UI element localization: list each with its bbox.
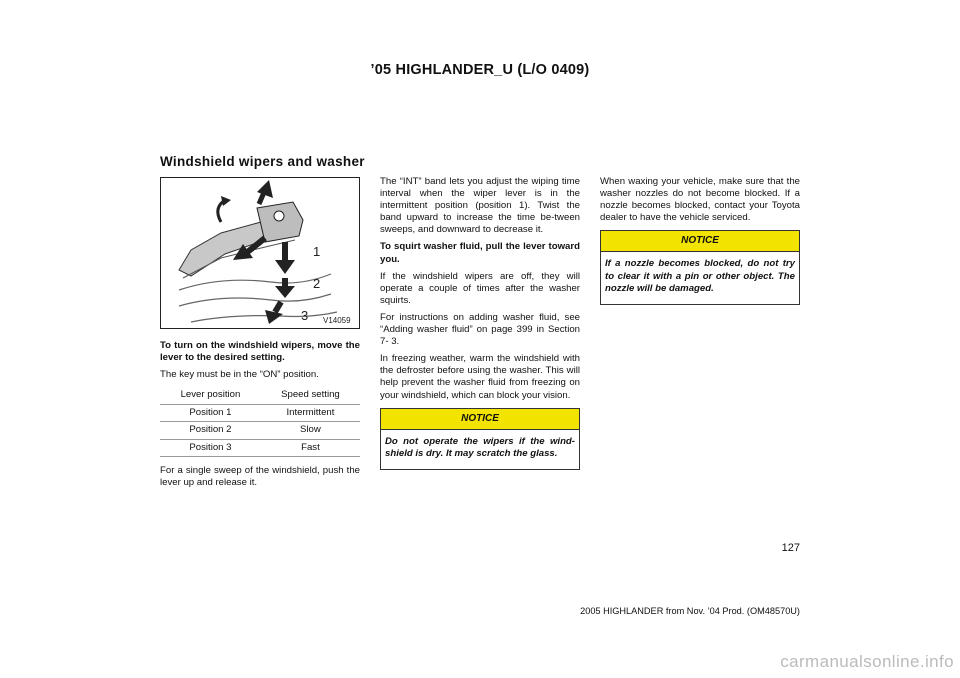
page-header-title: ’05 HIGHLANDER_U (L/O 0409) <box>370 62 590 78</box>
table-header: Lever position <box>180 389 241 401</box>
notice-title: NOTICE <box>601 231 799 252</box>
table-row <box>160 422 360 440</box>
section-heading: Windshield wipers and washer <box>160 154 365 169</box>
wiper-instruction: To turn on the windshield wipers, move the lever to the desired setting. <box>160 340 360 364</box>
notice-text: Do not operate the wipers if the wind-shield is dry. It may scratch the glass. <box>385 435 575 459</box>
text-column-2 <box>380 176 580 470</box>
notice-box <box>600 230 800 304</box>
notice-title: NOTICE <box>381 409 579 430</box>
figure-label-1: 1 <box>313 244 321 259</box>
table-cell: Position 1 <box>160 404 261 422</box>
text-column-3 <box>600 176 800 305</box>
wiper-lever-illustration <box>160 177 360 329</box>
key-requirement: The key must be in the “ON” position. <box>160 369 319 381</box>
washer-fluid-reference: For instructions on adding washer fluid, see “Adding washer fluid” on page 399 in Section 7- 3. <box>380 311 580 348</box>
footer-text: 2005 HIGHLANDER from Nov. ’04 Prod. (OM48570U) <box>580 606 800 616</box>
washer-operation-text: If the windshield wipers are off, they will operate a couple of times after the washer squirts. <box>380 270 580 306</box>
lever-position-table <box>160 387 360 457</box>
table-cell: Fast <box>261 439 360 457</box>
single-sweep-text: For a single sweep of the windshield, push the lever up and release it. <box>160 465 360 489</box>
watermark-text: carmanualsonline.info <box>780 652 954 671</box>
washer-instruction: To squirt washer fluid, pull the lever toward you. <box>380 241 580 265</box>
int-band-text: The “INT” band lets you adjust the wiping time interval when the wiper lever is in the intermittent position (position 1). Twist the band upward to increase the time be-tween sweeps, and downward to decrease it. <box>380 176 580 236</box>
table-cell: Intermittent <box>261 404 360 422</box>
table-cell: Position 3 <box>160 439 261 457</box>
waxing-text: When waxing your vehicle, make sure that the washer nozzles do not become blocked. If a nozzle becomes blocked, contact your Toyota dealer to have the vehicle serviced. <box>600 176 800 224</box>
page-number: 127 <box>781 542 800 554</box>
table-header-row <box>160 387 360 404</box>
table-row <box>160 404 360 422</box>
notice-text: If a nozzle becomes blocked, do not try to clear it with a pin or other object. The nozzle will be damaged. <box>605 258 795 294</box>
table-header: Speed setting <box>281 389 340 401</box>
table-row <box>160 439 360 457</box>
wiper-lever-drawing <box>161 178 359 328</box>
text-column-1 <box>160 340 360 494</box>
figure-label-3: 3 <box>301 308 309 323</box>
figure-label-2: 2 <box>313 276 321 291</box>
table-cell: Position 2 <box>160 422 261 440</box>
figure-code: V14059 <box>323 316 351 325</box>
notice-box <box>380 408 580 470</box>
table-cell: Slow <box>261 422 360 440</box>
freezing-weather-text: In freezing weather, warm the windshield with the defroster before using the washer. This will help prevent the washer fluid from freezing on your windshield, which can block your vision. <box>380 353 580 401</box>
